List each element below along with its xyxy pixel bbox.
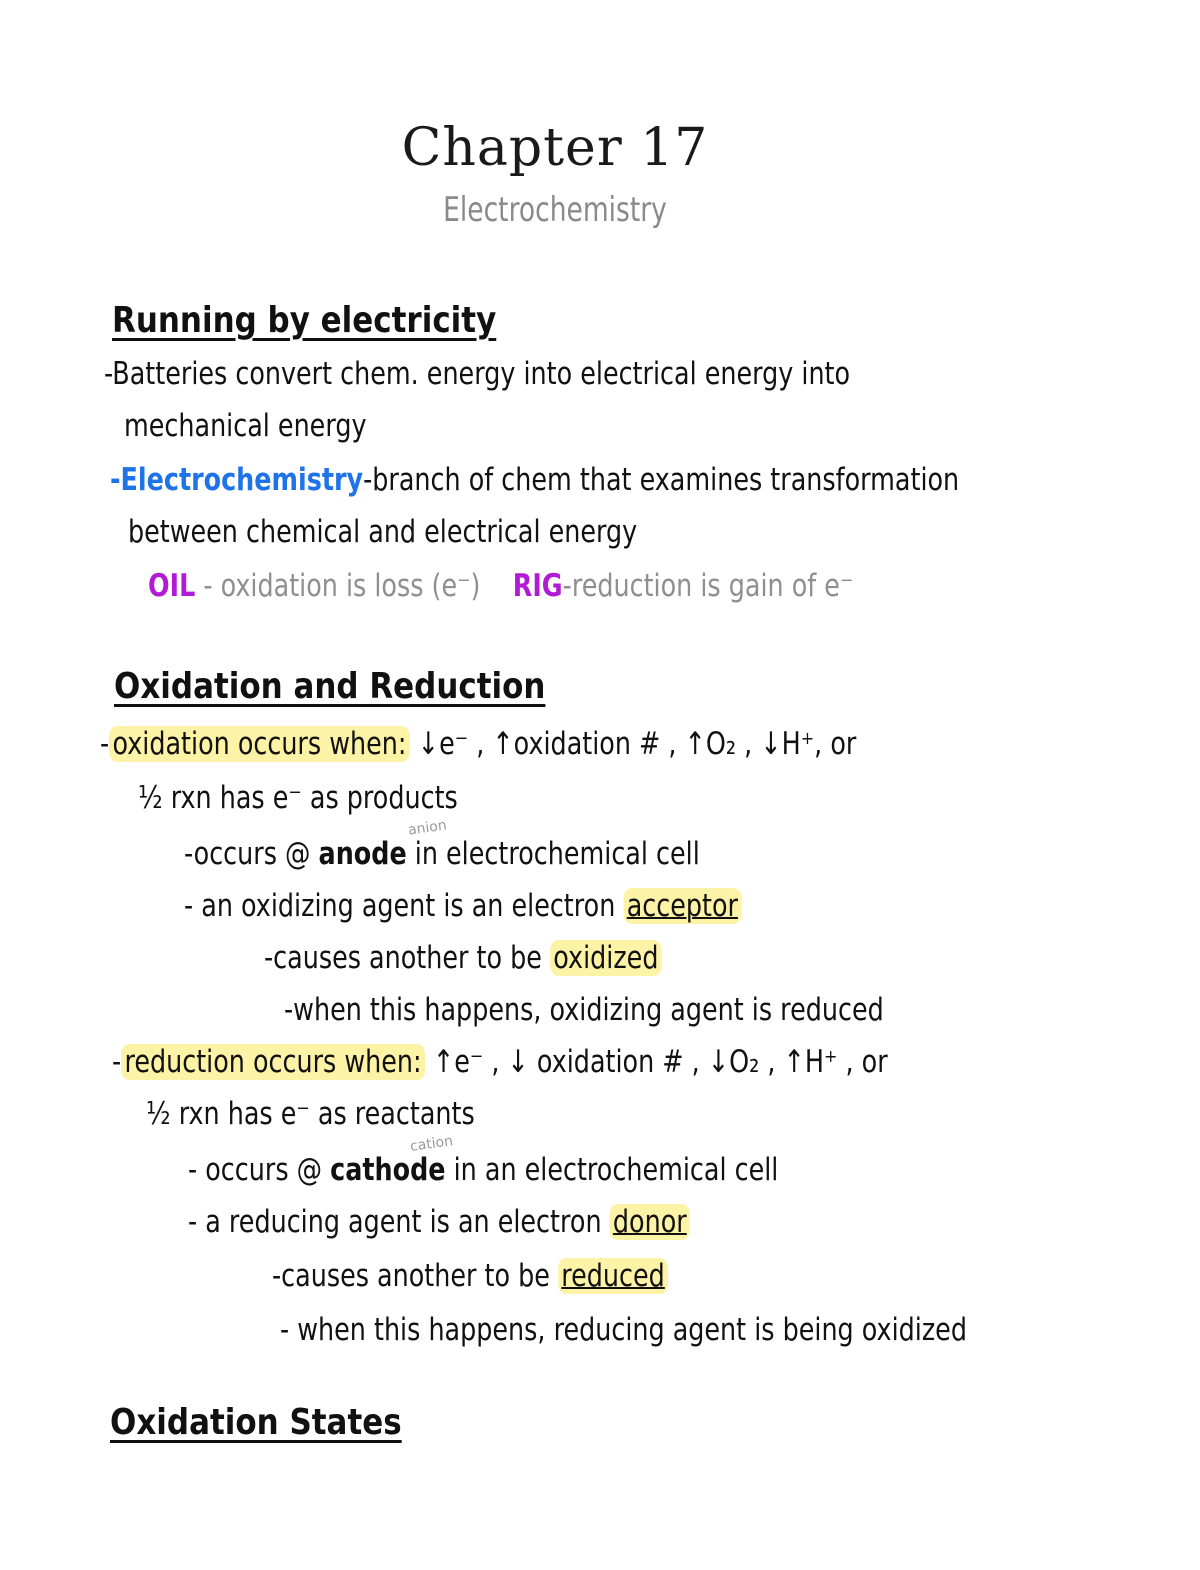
- anode-pre: -occurs @: [184, 836, 319, 872]
- electrochemistry-definition-line: [110, 462, 959, 498]
- reducing-agent-line: [188, 1204, 690, 1240]
- bullet-dash: -: [104, 356, 113, 392]
- donor-term: donor: [610, 1204, 690, 1240]
- reducing-agent-pre: - a reducing agent is an electron: [188, 1204, 610, 1240]
- section-heading-oxidation-states: Oxidation States: [110, 1402, 402, 1443]
- reduced-term: reduced: [558, 1258, 668, 1294]
- reduced-causes-line: [272, 1258, 668, 1294]
- anion-note: anion: [407, 817, 448, 839]
- oil-text: - oxidation is loss (e⁻): [203, 568, 481, 604]
- cation-note: cation: [409, 1133, 454, 1155]
- cathode-term: cathode: [330, 1152, 446, 1188]
- page-subtitle: Electrochemistry: [443, 190, 667, 230]
- anode-post: in electrochemical cell: [406, 836, 700, 872]
- anode-term: anode: [318, 836, 407, 872]
- oxidizing-agent-pre: - an oxidizing agent is an electron: [184, 888, 624, 924]
- page-title: Chapter 17: [401, 118, 709, 178]
- reduction-conditions: ↑e⁻ , ↓ oxidation # , ↓O₂ , ↑H⁺ , or: [432, 1044, 888, 1080]
- oxidation-half-reaction-line: ½ rxn has e⁻ as products: [138, 780, 458, 816]
- section-heading-oxidation-reduction: Oxidation and Reduction: [114, 666, 546, 707]
- rig-text: -reduction is gain of e⁻: [562, 568, 854, 604]
- electrochemistry-term: Electrochemistry: [120, 462, 364, 498]
- cathode-pre: - occurs @: [188, 1152, 331, 1188]
- bullet-dash: -: [112, 1044, 122, 1080]
- bullet-dash: -: [100, 726, 110, 762]
- oil-rig-line: [148, 568, 853, 604]
- oxidation-occurs-label: oxidation occurs when:: [109, 726, 410, 762]
- batteries-text: Batteries convert chem. energy into electrical energy into: [112, 356, 851, 392]
- batteries-line: [104, 356, 850, 392]
- reduction-occurs-line: [112, 1044, 888, 1080]
- reducing-agent-oxidized-line: - when this happens, reducing agent is being oxidized: [280, 1312, 967, 1348]
- bullet-dash: -: [110, 462, 121, 498]
- reduction-half-reaction-line: ½ rxn has e⁻ as reactants: [146, 1096, 475, 1132]
- oxidation-conditions: ↓e⁻ , ↑oxidation # , ↑O₂ , ↓H⁺, or: [417, 726, 857, 762]
- oxidized-causes-line: [264, 940, 662, 976]
- oxidizing-agent-reduced-line: -when this happens, oxidizing agent is reduced: [284, 992, 884, 1028]
- acceptor-term: acceptor: [623, 888, 741, 924]
- reduction-cathode-line: [188, 1152, 778, 1188]
- oxidation-anode-line: [184, 836, 700, 872]
- oxidizing-agent-line: [184, 888, 741, 924]
- oxidized-term: oxidized: [550, 940, 662, 976]
- reduction-occurs-label: reduction occurs when:: [121, 1044, 425, 1080]
- oxidation-occurs-line: [100, 726, 856, 762]
- mechanical-energy-line: mechanical energy: [124, 408, 367, 444]
- electrochemistry-definition: -branch of chem that examines transformation: [363, 462, 960, 498]
- section-heading-running: Running by electricity: [112, 300, 497, 341]
- rig-label: RIG: [512, 568, 563, 604]
- oil-label: OIL: [148, 568, 196, 604]
- reduced-causes-pre: -causes another to be: [272, 1258, 558, 1294]
- definition-continuation-line: between chemical and electrical energy: [128, 514, 638, 550]
- cathode-post: in an electrochemical cell: [445, 1152, 779, 1188]
- oxidized-causes-pre: -causes another to be: [264, 940, 550, 976]
